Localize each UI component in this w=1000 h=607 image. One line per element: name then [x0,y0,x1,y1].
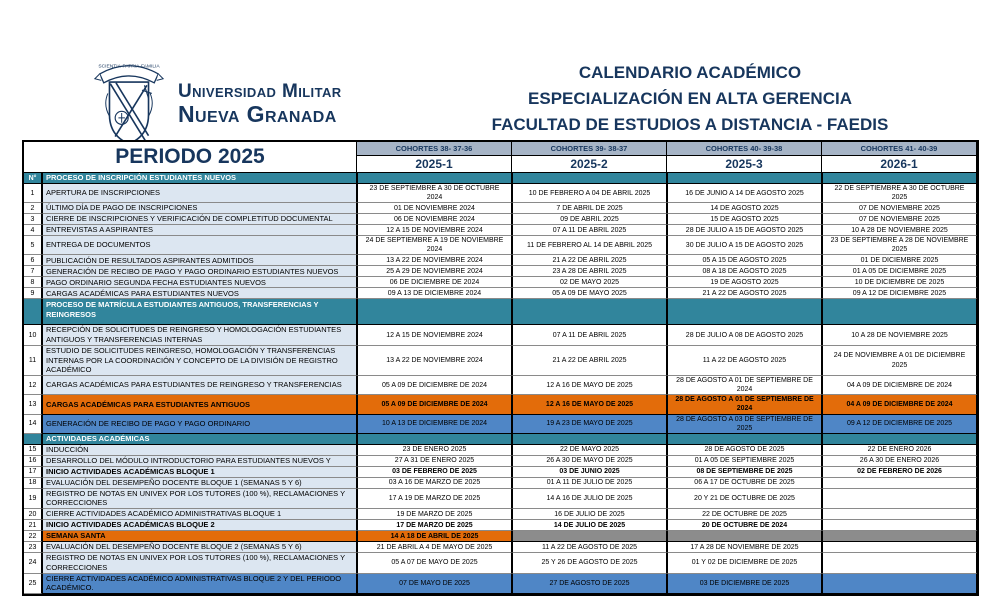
section-filler-cell [667,299,822,325]
row-number: 13 [24,395,42,414]
date-cell: 24 DE SEPTIEMBRE A 19 DE NOVIEMBRE 2024 [357,236,512,255]
section-row [24,173,977,184]
date-cell: 10 A 28 DE NOVIEMBRE 2025 [822,225,977,236]
date-cell: 12 A 15 DE NOVIEMBRE 2024 [357,325,512,346]
period-header: PERIODO 2025 [24,142,357,173]
activity-label: GENERACIÓN DE RECIBO DE PAGO Y PAGO ORDINARIO ESTUDIANTES NUEVOS [42,266,357,277]
activity-label: CIERRE DE INSCRIPCIONES Y VERIFICACIÓN DE COMPLETITUD DOCUMENTAL [42,214,357,225]
table-row [24,255,977,266]
date-cell: 27 A 31 DE ENERO 2025 [357,456,512,467]
table-row [24,574,977,595]
section-title: PROCESO DE MATRÍCULA ESTUDIANTES ANTIGUOS, TRANSFERENCIAS Y REINGRESOS [42,299,357,325]
date-cell: 17 A 28 DE NOVIEMBRE DE 2025 [667,542,822,553]
date-cell: 01 A 11 DE JULIO DE 2025 [512,478,667,489]
date-cell: 05 A 09 DE DICIEMBRE DE 2024 [357,395,512,414]
table-row [24,236,977,255]
section-filler-cell [667,173,822,184]
date-cell: 21 A 22 DE ABRIL 2025 [512,255,667,266]
date-cell: 28 DE JULIO A 15 DE AGOSTO 2025 [667,225,822,236]
section-title: PROCESO DE INSCRIPCIÓN ESTUDIANTES NUEVOS [42,173,357,184]
date-cell: 05 A 07 DE MAYO DE 2025 [357,553,512,574]
date-cell: 10 A 13 DE DICIEMBRE DE 2024 [357,415,512,434]
date-cell: 01 A 05 DE DICIEMBRE 2025 [822,266,977,277]
table-row [24,478,977,489]
date-cell: 05 A 09 DE DICIEMBRE DE 2024 [357,376,512,395]
date-cell: 10 DE DICIEMBRE DE 2025 [822,277,977,288]
date-cell: 09 A 12 DE DICIEMBRE 2025 [822,288,977,299]
table-row [24,509,977,520]
date-cell: 21 A 22 DE ABRIL 2025 [512,346,667,376]
activity-label: ENTREGA DE DOCUMENTOS [42,236,357,255]
title-line3: FACULTAD DE ESTUDIOS A DISTANCIA - FAEDIS [491,115,889,134]
date-cell: 19 DE MARZO DE 2025 [357,509,512,520]
row-number: 11 [24,346,42,376]
date-cell: 16 DE JULIO DE 2025 [512,509,667,520]
activity-label: CARGAS ACADÉMICAS PARA ESTUDIANTES NUEVOS [42,288,357,299]
date-cell: 13 A 22 DE NOVIEMBRE 2024 [357,346,512,376]
date-cell [822,489,977,510]
date-cell: 20 DE OCTUBRE DE 2024 [667,520,822,531]
date-cell: 23 A 28 DE ABRIL 2025 [512,266,667,277]
activity-label: INICIO ACTIVIDADES ACADÉMICAS BLOQUE 2 [42,520,357,531]
date-cell: 28 DE AGOSTO DE 2025 [667,445,822,456]
date-cell: 01 DE NOVIEMBRE 2024 [357,203,512,214]
date-cell: 30 DE JULIO A 15 DE AGOSTO 2025 [667,236,822,255]
table-row [24,415,977,434]
section-filler-cell [667,434,822,445]
row-number [24,434,42,445]
date-cell: 15 DE AGOSTO 2025 [667,214,822,225]
date-cell: 23 DE SEPTIEMBRE A 28 DE NOVIEMBRE 2025 [822,236,977,255]
calendar-table-body [24,173,977,594]
logo-wordmark [178,82,342,126]
date-cell: 01 A 05 DE SEPTIEMBRE 2025 [667,456,822,467]
date-cell: 10 DE FEBRERO A 04 DE ABRIL 2025 [512,184,667,203]
term-header-3: 2025-3 [667,156,822,173]
row-number: 16 [24,456,42,467]
date-cell: 26 A 30 DE ENERO 2026 [822,456,977,467]
activity-label: EVALUACIÓN DEL DESEMPEÑO DOCENTE BLOQUE 1 (SEMANAS 5 Y 6) [42,478,357,489]
section-filler-cell [512,173,667,184]
date-cell: 01 Y 02 DE DICIEMBRE DE 2025 [667,553,822,574]
row-number [24,299,42,325]
date-cell: 23 DE ENERO 2025 [357,445,512,456]
row-number: 8 [24,277,42,288]
date-cell: 17 DE MARZO DE 2025 [357,520,512,531]
row-number: 1 [24,184,42,203]
date-cell: 21 A 22 DE AGOSTO 2025 [667,288,822,299]
activity-label: DESARROLLO DEL MÓDULO INTRODUCTORIO PARA ESTUDIANTES NUEVOS Y [42,456,357,467]
date-cell: 04 A 09 DE DICIEMBRE DE 2024 [822,376,977,395]
date-cell: 13 A 22 DE NOVIEMBRE 2024 [357,255,512,266]
date-cell: 04 A 09 DE DICIEMBRE DE 2024 [822,395,977,414]
row-number: 23 [24,542,42,553]
date-cell: 28 DE AGOSTO A 01 DE SEPTIEMBRE DE 2024 [667,395,822,414]
section-filler-cell [512,299,667,325]
date-cell: 17 A 19 DE MARZO DE 2025 [357,489,512,510]
date-cell: 25 Y 26 DE AGOSTO DE 2025 [512,553,667,574]
date-cell: 03 A 16 DE MARZO DE 2025 [357,478,512,489]
date-cell: 07 DE NOVIEMBRE 2025 [822,214,977,225]
date-cell: 05 A 15 DE AGOSTO 2025 [667,255,822,266]
row-number: N° [24,173,42,184]
table-row [24,325,977,346]
date-cell: 12 A 16 DE MAYO DE 2025 [512,395,667,414]
table-row [24,266,977,277]
row-number: 2 [24,203,42,214]
row-number: 25 [24,574,42,595]
date-cell: 07 DE MAYO DE 2025 [357,574,512,595]
date-cell [822,553,977,574]
date-cell [822,531,977,542]
date-cell: 27 DE AGOSTO DE 2025 [512,574,667,595]
date-cell: 24 DE NOVIEMBRE A 01 DE DICIEMBRE 2025 [822,346,977,376]
activity-label: ÚLTIMO DÍA DE PAGO DE INSCRIPCIONES [42,203,357,214]
date-cell [822,542,977,553]
date-cell [512,531,667,542]
activity-label: RECEPCIÓN DE SOLICITUDES DE REINGRESO Y HOMOLOGACIÓN ESTUDIANTES ANTIGUOS Y TRANSFERENCIAS INTERNAS [42,325,357,346]
activity-label: EVALUACIÓN DEL DESEMPEÑO DOCENTE BLOQUE 2 (SEMANAS 5 Y 6) [42,542,357,553]
date-cell: 28 DE AGOSTO A 01 DE SEPTIEMBRE DE 2024 [667,376,822,395]
date-cell: 10 A 28 DE NOVIEMBRE 2025 [822,325,977,346]
date-cell [822,509,977,520]
date-cell: 25 A 29 DE NOVIEMBRE 2024 [357,266,512,277]
activity-label: GENERACIÓN DE RECIBO DE PAGO Y PAGO ORDINARIO [42,415,357,434]
table-row [24,225,977,236]
date-cell: 28 DE JULIO A 08 DE AGOSTO 2025 [667,325,822,346]
date-cell: 01 DE DICIEMBRE 2025 [822,255,977,266]
table-row [24,395,977,414]
row-number: 19 [24,489,42,510]
date-cell: 14 A 16 DE JULIO DE 2025 [512,489,667,510]
date-cell: 19 A 23 DE MAYO DE 2025 [512,415,667,434]
section-filler-cell [357,173,512,184]
section-row [24,299,977,325]
table-row [24,277,977,288]
term-header-2: 2025-2 [512,156,667,173]
activity-label: SEMANA SANTA [42,531,357,542]
row-number: 15 [24,445,42,456]
date-cell: 06 DE DICIEMBRE DE 2024 [357,277,512,288]
date-cell: 02 DE FEBRERO DE 2026 [822,467,977,478]
date-cell [822,520,977,531]
activity-label: APERTURA DE INSCRIPCIONES [42,184,357,203]
row-number: 5 [24,236,42,255]
row-number: 18 [24,478,42,489]
activity-label: INICIO ACTIVIDADES ACADÉMICAS BLOQUE 1 [42,467,357,478]
date-cell: 02 DE MAYO 2025 [512,277,667,288]
term-header-4: 2026-1 [822,156,977,173]
activity-label: INDUCCIÓN [42,445,357,456]
cohort-header-1: COHORTES 38- 37-36 [357,142,512,156]
activity-label: CARGAS ACADÉMICAS PARA ESTUDIANTES DE REINGRESO Y TRANSFERENCIAS [42,376,357,395]
activity-label: CARGAS ACADÉMICAS PARA ESTUDIANTES ANTIGUOS [42,395,357,414]
table-row [24,288,977,299]
date-cell [667,531,822,542]
date-cell: 08 A 18 DE AGOSTO 2025 [667,266,822,277]
row-number: 4 [24,225,42,236]
logo [88,56,342,152]
date-cell: 21 DE ABRIL A 4 DE MAYO DE 2025 [357,542,512,553]
logo-line1: Universidad Militar [178,80,342,102]
row-number: 24 [24,553,42,574]
table-row [24,531,977,542]
table-row [24,184,977,203]
date-cell: 11 A 22 DE AGOSTO 2025 [667,346,822,376]
table-row [24,456,977,467]
date-cell: 11 A 22 DE AGOSTO DE 2025 [512,542,667,553]
date-cell: 14 A 18 DE ABRIL DE 2025 [357,531,512,542]
title-line2: ESPECIALIZACIÓN EN ALTA GERENCIA [528,89,852,108]
date-cell: 09 DE ABRIL 2025 [512,214,667,225]
date-cell: 09 A 13 DE DICIEMBRE 2024 [357,288,512,299]
table-row [24,553,977,574]
date-cell: 22 DE SEPTIEMBRE A 30 DE OCTUBRE 2025 [822,184,977,203]
section-row [24,434,977,445]
date-cell: 12 A 15 DE NOVIEMBRE 2024 [357,225,512,236]
date-cell: 05 A 09 DE MAYO 2025 [512,288,667,299]
logo-line2: Nueva Granada [178,100,337,127]
row-number: 22 [24,531,42,542]
row-number: 6 [24,255,42,266]
date-cell: 14 DE AGOSTO 2025 [667,203,822,214]
section-filler-cell [357,434,512,445]
section-filler-cell [512,434,667,445]
activity-label: REGISTRO DE NOTAS EN UNIVEX POR LOS TUTORES (100 %), RECLAMACIONES Y CORRECCIONES [42,489,357,510]
date-cell: 07 DE NOVIEMBRE 2025 [822,203,977,214]
date-cell: 06 DE NOVIEMBRE 2024 [357,214,512,225]
university-crest-icon [88,56,170,152]
row-number: 14 [24,415,42,434]
row-number: 10 [24,325,42,346]
table-row [24,346,977,376]
date-cell: 28 DE AGOSTO A 03 DE SEPTIEMBRE DE 2025 [667,415,822,434]
date-cell [822,574,977,595]
activity-label: CIERRE ACTIVIDADES ACADÉMICO ADMINISTRATIVAS BLOQUE 2 Y DEL PERIODO ACADÉMICO. [42,574,357,595]
date-cell: 26 A 30 DE MAYO DE 2025 [512,456,667,467]
table-row [24,376,977,395]
activity-label: PAGO ORDINARIO SEGUNDA FECHA ESTUDIANTES NUEVOS [42,277,357,288]
date-cell [822,478,977,489]
date-cell: 19 DE AGOSTO 2025 [667,277,822,288]
table-row [24,445,977,456]
table-row [24,203,977,214]
date-cell: 06 A 17 DE OCTUBRE DE 2025 [667,478,822,489]
academic-calendar-table [22,140,979,596]
date-cell: 20 Y 21 DE OCTUBRE DE 2025 [667,489,822,510]
activity-label: REGISTRO DE NOTAS EN UNIVEX POR LOS TUTORES (100 %), RECLAMACIONES Y CORRECCIONES [42,553,357,574]
activity-label: ESTUDIO DE SOLICITUDES REINGRESO, HOMOLOGACIÓN Y TRANSFERENCIAS INTERNAS POR LA COORDINACIÓN Y CONCEPTO DE LA DIVISIÓN DE REGISTRO ACADÉMICO [42,346,357,376]
date-cell: 14 DE JULIO DE 2025 [512,520,667,531]
date-cell: 08 DE SEPTIEMBRE DE 2025 [667,467,822,478]
row-number: 9 [24,288,42,299]
date-cell: 07 A 11 DE ABRIL 2025 [512,325,667,346]
section-filler-cell [822,434,977,445]
section-filler-cell [822,299,977,325]
date-cell: 23 DE SEPTIEMBRE A 30 DE OCTUBRE 2024 [357,184,512,203]
table-row [24,467,977,478]
row-number: 17 [24,467,42,478]
activity-label: CIERRE ACTIVIDADES ACADÉMICO ADMINISTRATIVAS BLOQUE 1 [42,509,357,520]
table-row [24,542,977,553]
date-cell: 22 DE MAYO 2025 [512,445,667,456]
section-filler-cell [357,299,512,325]
date-cell: 7 DE ABRIL DE 2025 [512,203,667,214]
date-cell: 03 DE JUNIO 2025 [512,467,667,478]
cohort-header-2: COHORTES 39- 38-37 [512,142,667,156]
activity-label: PUBLICACIÓN DE RESULTADOS ASPIRANTES ADMITIDOS [42,255,357,266]
table-row [24,214,977,225]
date-cell: 07 A 11 DE ABRIL 2025 [512,225,667,236]
section-filler-cell [822,173,977,184]
cohort-header-3: COHORTES 40- 39-38 [667,142,822,156]
row-number: 3 [24,214,42,225]
section-title: ACTIVIDADES ACADÉMICAS [42,434,357,445]
date-cell: 16 DE JUNIO A 14 DE AGOSTO 2025 [667,184,822,203]
date-cell: 03 DE DICIEMBRE DE 2025 [667,574,822,595]
crest-motto: SCIENTIA·PATRIA·FAMILIA [98,64,160,70]
date-cell: 11 DE FEBRERO AL 14 DE ABRIL 2025 [512,236,667,255]
title-line1: CALENDARIO ACADÉMICO [578,63,802,82]
term-header-1: 2025-1 [357,156,512,173]
date-cell: 22 DE ENERO 2026 [822,445,977,456]
row-number: 21 [24,520,42,531]
row-number: 20 [24,509,42,520]
table-row [24,489,977,510]
page-title [400,60,980,138]
date-cell: 12 A 16 DE MAYO DE 2025 [512,376,667,395]
date-cell: 22 DE OCTUBRE DE 2025 [667,509,822,520]
date-cell: 03 DE FEBRERO DE 2025 [357,467,512,478]
cohort-header-4: COHORTES 41- 40-39 [822,142,977,156]
table-row [24,520,977,531]
activity-label: ENTREVISTAS A ASPIRANTES [42,225,357,236]
date-cell: 09 A 12 DE DICIEMBRE DE 2025 [822,415,977,434]
row-number: 12 [24,376,42,395]
row-number: 7 [24,266,42,277]
